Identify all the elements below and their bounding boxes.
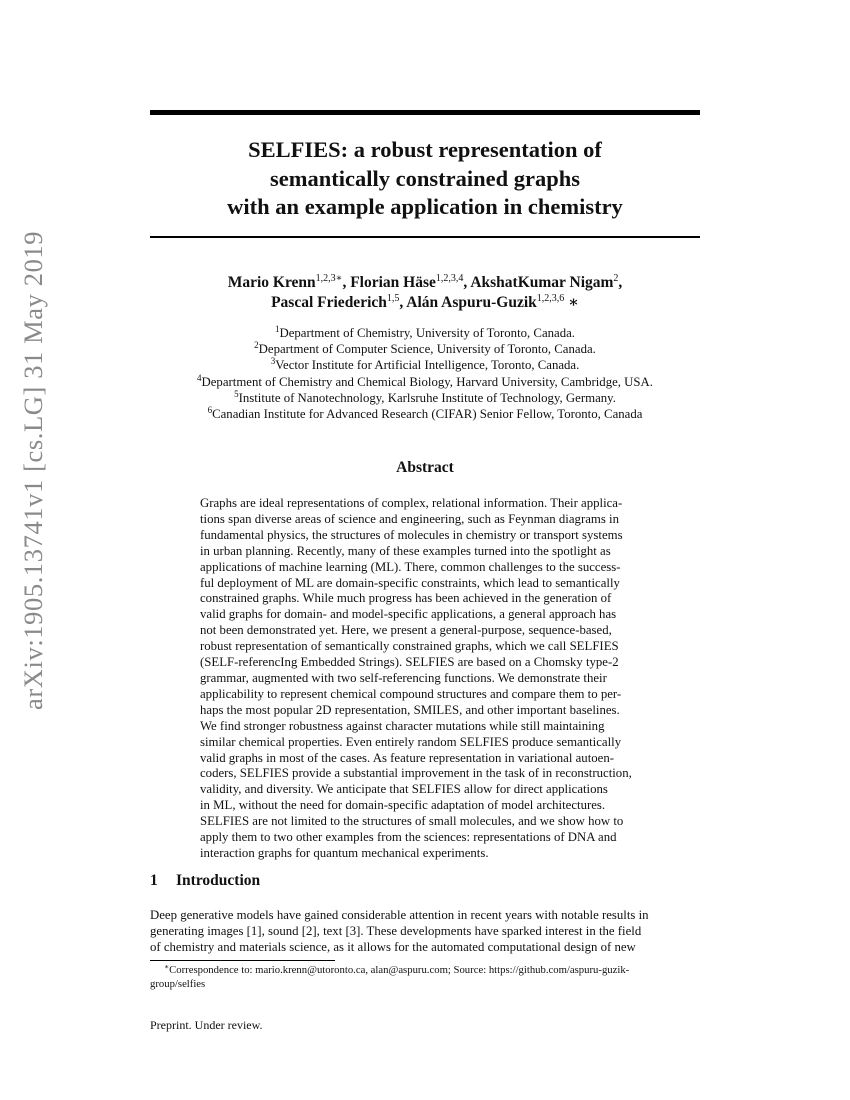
abstract-line: haps the most popular 2D representation, SMILES, and other important baselines. [200, 702, 620, 717]
affiliation-item [120, 390, 730, 406]
author-name: Florian Häse [350, 274, 436, 291]
author-line-1 [150, 273, 700, 293]
affiliation-sup: 3 [270, 356, 276, 367]
abstract-line: constrained graphs. While much progress has been achieved in the generation of [200, 591, 612, 606]
affiliation-text: Department of Chemistry, University of Toronto, Canada. [279, 326, 575, 340]
author-affil-sup: 1,2,3,4 [435, 273, 464, 284]
abstract-line: validity, and diversity. We anticipate that SELFIES allow for direct applications [200, 782, 608, 797]
abstract-line: We find stronger robustness against character mutations while still maintaining [200, 718, 605, 733]
abstract-line: grammar, augmented with two self-referencing functions. We demonstrate their [200, 670, 607, 685]
body-line: Deep generative models have gained considerable attention in recent years with notable results in [150, 908, 649, 922]
author-line-2 [150, 293, 700, 313]
author-affil-sup: 1,5 [386, 293, 400, 304]
affiliation-sup: 4 [197, 372, 202, 383]
footnote-line-1 [150, 963, 705, 977]
author-separator: ∗ [564, 294, 579, 311]
affiliation-list [120, 325, 730, 422]
abstract-line: ful deployment of ML are domain-specific constraints, which lead to semantically [200, 575, 620, 590]
title-rule [150, 236, 700, 238]
arxiv-stamp: arXiv:1905.13741v1 [cs.LG] 31 May 2019 [18, 230, 48, 710]
section-number: 1 [150, 872, 158, 889]
title-line-1: SELFIES: a robust representation of [248, 137, 602, 162]
abstract-line: valid graphs in most of the cases. As feature representation in variational autoen- [200, 750, 614, 765]
author-list [150, 273, 700, 313]
abstract-line: similar chemical properties. Even entirely random SELFIES produce semantically [200, 734, 622, 749]
affiliation-sup: 5 [234, 388, 239, 399]
affiliation-sup: 1 [274, 324, 280, 334]
abstract-line: SELFIES are not limited to the structures of small molecules, and we show how to [200, 814, 624, 829]
footnote-line-2: group/selfies [150, 978, 206, 990]
footnote [150, 963, 705, 991]
footnote-mark: ∗ [164, 962, 170, 971]
section-heading-introduction [150, 872, 700, 890]
paper-title [150, 136, 700, 222]
footnote-text: Correspondence to: mario.krenn@utoronto.ca, alan@aspuru.com; Source: https://github.com/aspuru-guzik- [169, 964, 630, 976]
affiliation-sup: 2 [254, 340, 259, 351]
affiliation-text: Canadian Institute for Advanced Research (CIFAR) Senior Fellow, Toronto, Canada [212, 407, 643, 422]
affiliation-text: Department of Chemistry and Chemical Biology, Harvard University, Cambridge, USA. [201, 374, 653, 389]
abstract-line: (SELF-referencIng Embedded Strings). SELFIES are based on a Chomsky type-2 [200, 655, 619, 670]
top-rule [150, 110, 700, 115]
title-line-2: semantically constrained graphs [269, 165, 580, 191]
affiliation-item [120, 406, 730, 422]
author-separator: , [618, 274, 623, 291]
author-affil-sup: 1,2,3∗ [315, 273, 343, 284]
abstract-line: apply them to two other examples from the sciences: representations of DNA and [200, 830, 617, 845]
affiliation-item [120, 341, 730, 357]
abstract-line: valid graphs for domain- and model-specific applications, a general approach has [200, 607, 617, 622]
abstract-line: tions span diverse areas of science and engineering, such as Feynman diagrams in [200, 511, 619, 526]
author-name: Alán Aspuru-Guzik [406, 294, 537, 311]
affiliation-item [120, 374, 730, 390]
body-line: of chemistry and materials science, as it allows for the automated computational design of new [150, 940, 636, 954]
abstract-line: fundamental physics, the structures of molecules in chemistry or transport systems [200, 527, 623, 542]
affiliation-item [120, 325, 730, 341]
abstract-line: applicability to represent chemical compound structures and compare them to per- [200, 686, 622, 701]
affiliation-text: Institute of Nanotechnology, Karlsruhe Institute of Technology, Germany. [238, 390, 616, 405]
abstract-line: robust representation of semantically constrained graphs, which we call SELFIES [200, 639, 619, 654]
affiliation-sup: 6 [207, 405, 213, 416]
section-title: Introduction [176, 872, 261, 889]
author-name: Mario Krenn [227, 274, 316, 291]
author-name: AkshatKumar Nigam [470, 274, 614, 291]
preprint-notice: Preprint. Under review. [150, 1018, 263, 1032]
abstract-line: in ML, without the need for domain-specific adaptation of model architectures. [200, 798, 606, 813]
author-affil-sup: 2 [613, 273, 619, 284]
affiliation-text: Department of Computer Science, University of Toronto, Canada. [258, 342, 596, 357]
author-separator: , [463, 274, 471, 291]
author-name: Pascal Friederich [271, 294, 387, 311]
author-affil-sup: 1,2,3,6 [536, 293, 565, 304]
abstract-line: in urban planning. Recently, many of these examples turned into the spotlight as [200, 543, 611, 558]
abstract-line: interaction graphs for quantum mechanical experiments. [200, 845, 489, 860]
body-line: generating images [1], sound [2], text [3]. These developments have sparked interest in the field [150, 924, 642, 938]
title-line-3: with an example application in chemistry [227, 194, 623, 219]
author-separator: , [399, 294, 407, 311]
abstract-line: not been demonstrated yet. Here, we present a general-purpose, sequence-based, [200, 623, 612, 638]
affiliation-item [120, 357, 730, 373]
abstract-line: applications of machine learning (ML). There, common challenges to the success- [200, 559, 621, 574]
abstract-line: coders, SELFIES provide a substantial improvement in the task of in reconstruction, [200, 766, 632, 781]
abstract-heading: Abstract [396, 459, 454, 476]
introduction-body [150, 907, 702, 955]
author-separator: , [342, 274, 351, 291]
footnote-rule [150, 960, 335, 961]
abstract-body [200, 496, 660, 862]
affiliation-text: Vector Institute for Artificial Intelligence, Toronto, Canada. [275, 358, 580, 373]
abstract-line: Graphs are ideal representations of complex, relational information. Their applica- [200, 496, 623, 510]
